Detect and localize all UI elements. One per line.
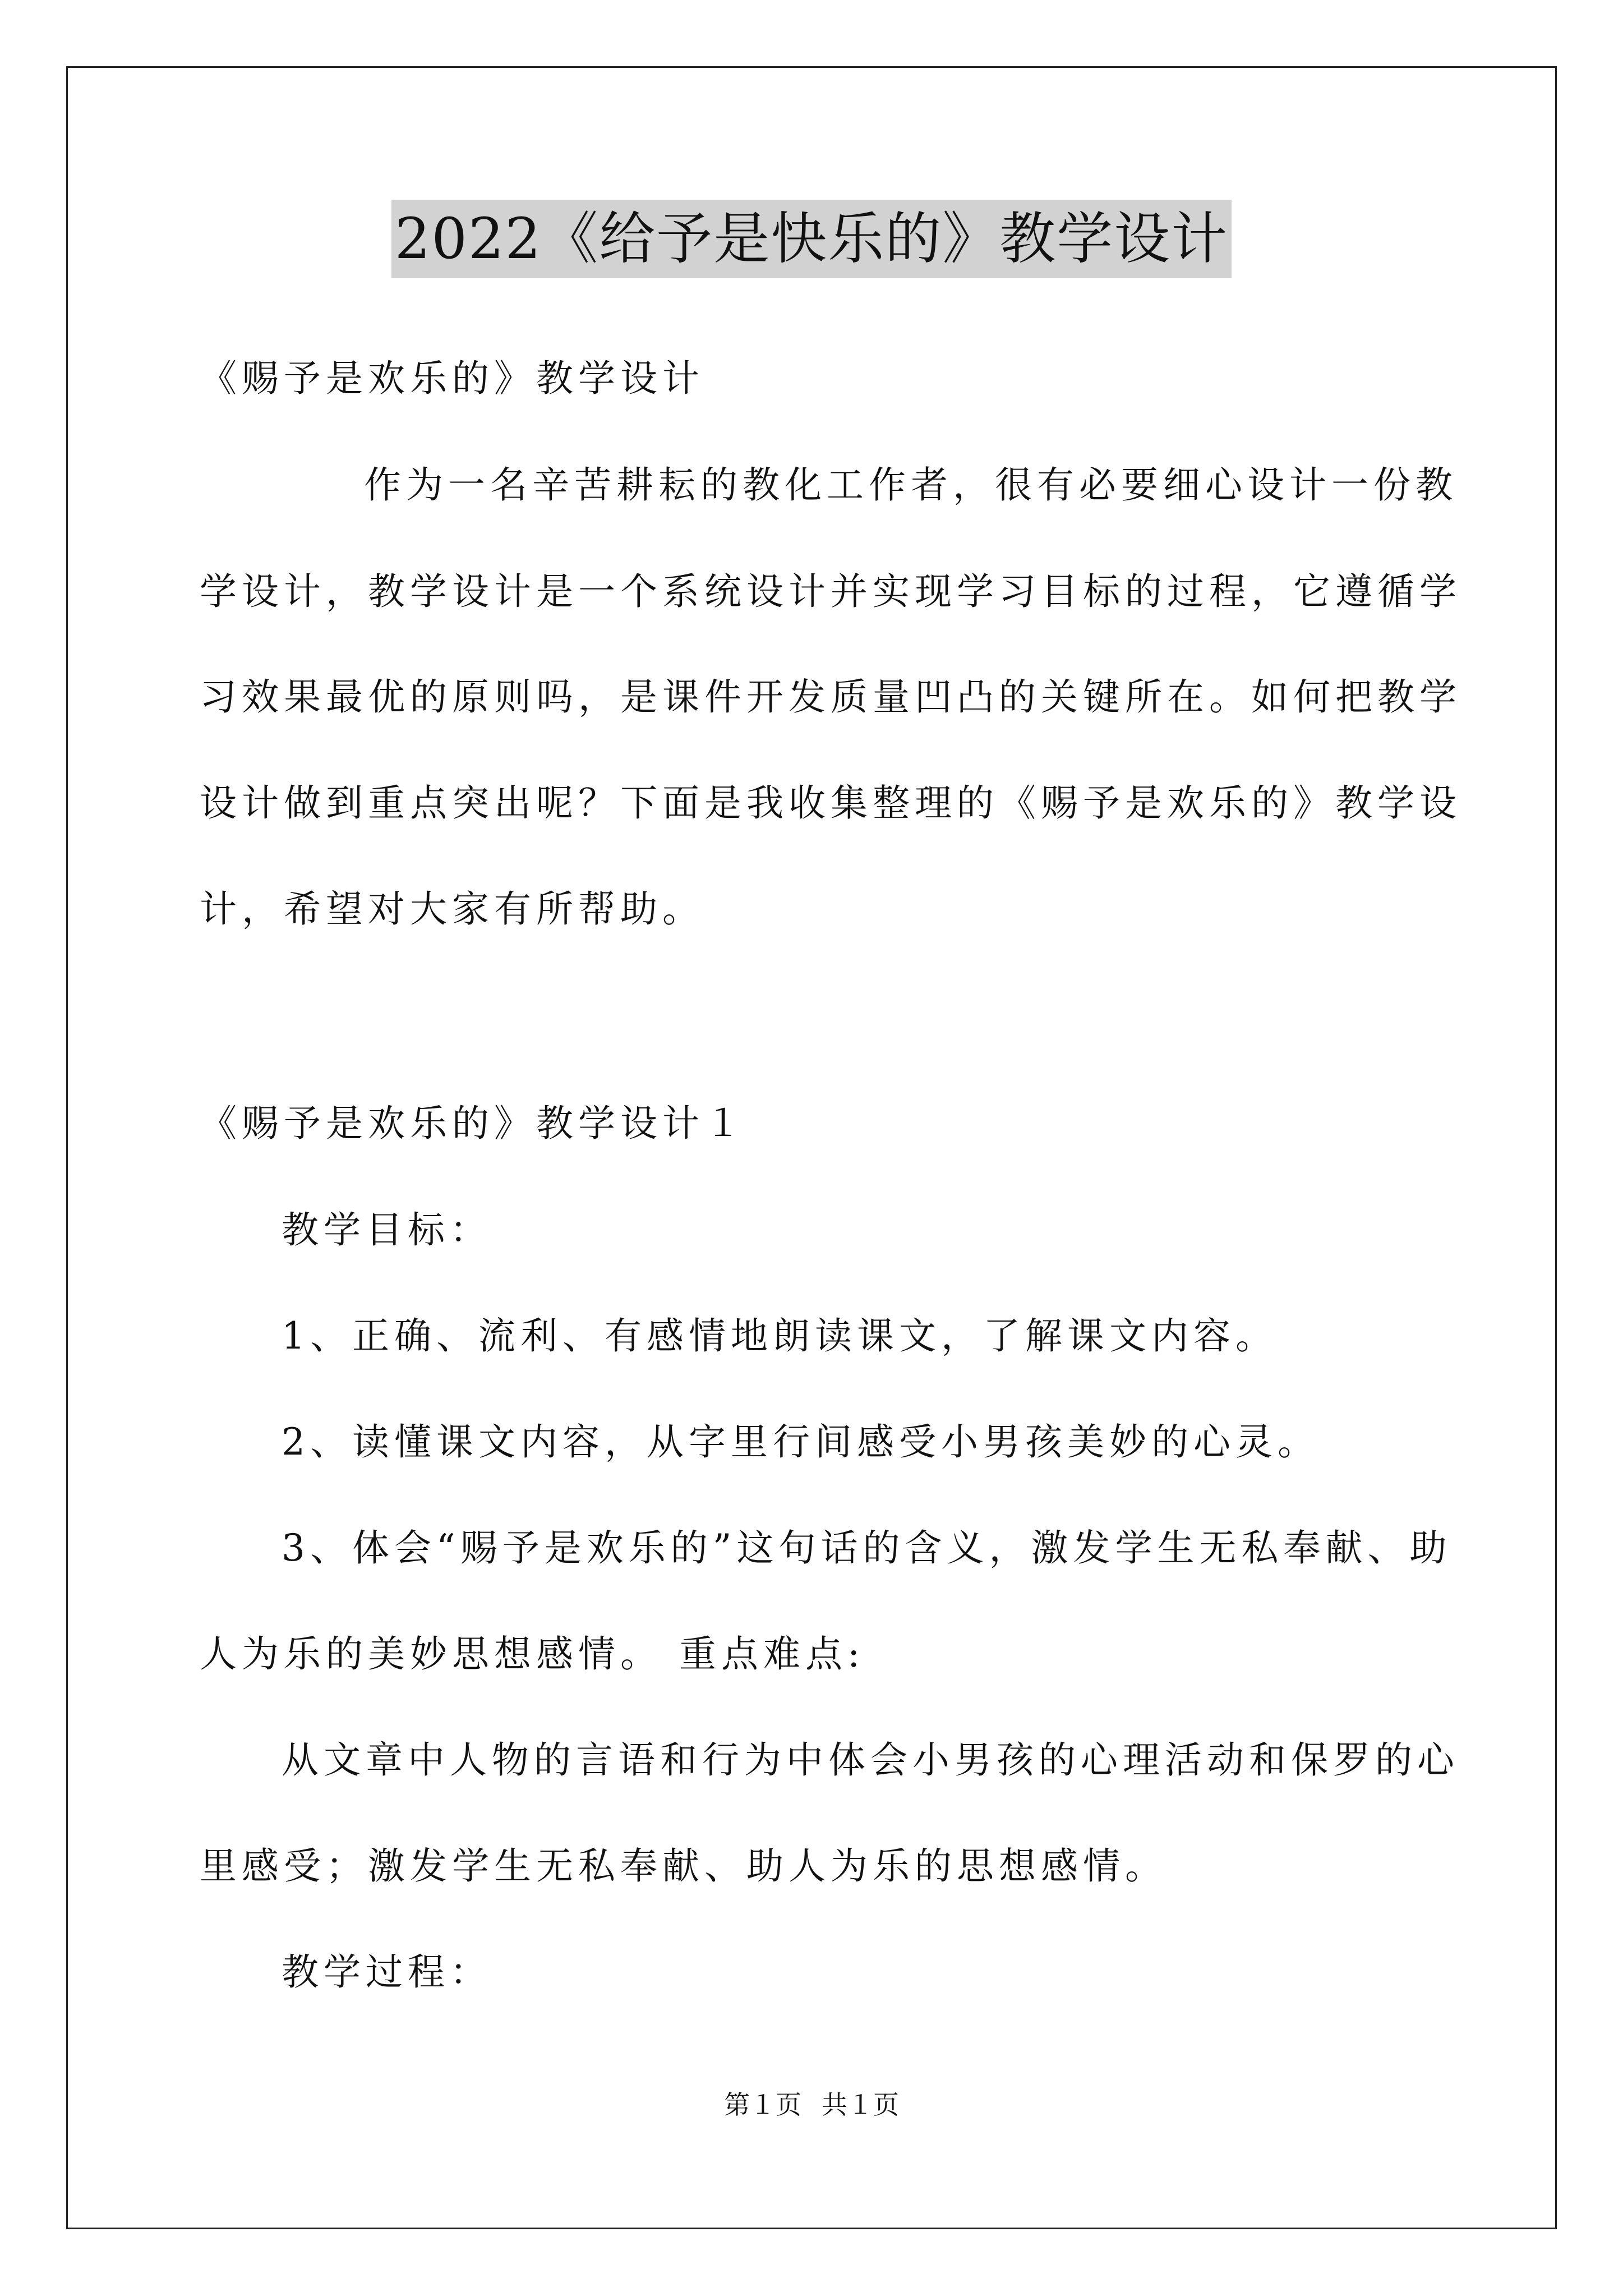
key-points-line-1: 从文章中人物的言语和行为中体会小男孩的心理活动和保罗的心 <box>282 1738 1459 1782</box>
title-container <box>0 200 1623 278</box>
goal-3-line-1: 3、体会“赐予是欢乐的”这句话的含义，激发学生无私奉献、助 <box>282 1526 1452 1570</box>
key-points-line-2: 里感受；激发学生无私奉献、助人为乐的思想感情。 <box>200 1844 1167 1888</box>
goal-1: 1、正确、流利、有感情地朗读课文，了解课文内容。 <box>282 1314 1278 1358</box>
document-title: 2022《给予是快乐的》教学设计 <box>391 200 1232 278</box>
intro-line-2: 学设计，教学设计是一个系统设计并实现学习目标的过程，它遵循学 <box>200 570 1461 613</box>
goal-3-line-2: 人为乐的美妙思想感情。 重点难点: <box>200 1632 865 1676</box>
page-number: 第１页 <box>724 2090 801 2120</box>
goal-2: 2、读懂课文内容，从字里行间感受小男孩美妙的心灵。 <box>282 1420 1320 1464</box>
page-total: 共１页 <box>822 2090 899 2120</box>
process-heading: 教学过程： <box>282 1950 492 1994</box>
intro-line-1: 作为一名辛苦耕耘的教化工作者，很有必要细心设计一份教 <box>364 463 1458 507</box>
document-subtitle: 《赐予是欢乐的》教学设计 <box>200 357 704 400</box>
goals-heading: 教学目标： <box>282 1208 492 1251</box>
page-footer <box>0 2088 1623 2122</box>
intro-line-5: 计，希望对大家有所帮助。 <box>200 887 704 931</box>
section-heading: 《赐予是欢乐的》教学设计１ <box>200 1102 746 1145</box>
intro-line-3: 习效果最优的原则吗，是课件开发质量凹凸的关键所在。如何把教学 <box>200 675 1461 719</box>
intro-line-4: 设计做到重点突出呢？下面是我收集整理的《赐予是欢乐的》教学设 <box>200 781 1461 825</box>
